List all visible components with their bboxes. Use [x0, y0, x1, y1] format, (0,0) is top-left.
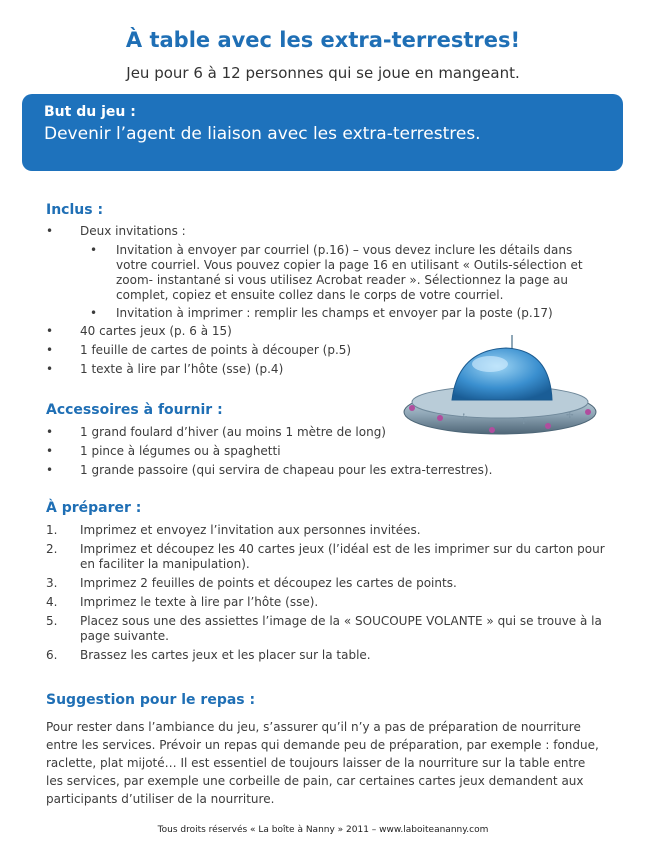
svg-text:✢: ✢ — [520, 417, 528, 427]
list-item: 5. Placez sous une des assiettes l’image de la « SOUCOUPE VOLANTE » qui se trouve à la page suivante. — [46, 614, 602, 643]
bullet-icon: • — [46, 324, 54, 338]
list-item: • 1 feuille de cartes de points à découper (p.5) — [46, 343, 352, 357]
list-item: • Invitation à imprimer : remplir les champs et envoyer par la poste (p.17) — [90, 306, 553, 320]
list-item: • 1 texte à lire par l’hôte (sse) (p.4) — [46, 362, 284, 376]
bullet-icon: • — [46, 463, 54, 477]
list-item: 2. Imprimez et découpez les 40 cartes jeux (l’idéal est de les imprimer sur du carton pour en faciliter la manipulation). — [46, 542, 605, 571]
bullet-icon: • — [90, 243, 98, 257]
prepare-list — [46, 523, 606, 667]
footer: Tous droits réservés « La boîte à Nanny » 2011 – www.laboiteananny.com — [157, 825, 489, 835]
svg-text:✢: ✢ — [460, 413, 468, 423]
bullet-icon: • — [46, 224, 54, 238]
bullet-icon: • — [46, 343, 54, 357]
included-heading: Inclus : — [46, 202, 104, 218]
list-item: • 1 grande passoire (qui servira de chapeau pour les extra-terrestres). — [46, 463, 493, 477]
list-item: 1. Imprimez et envoyez l’invitation aux personnes invitées. — [46, 523, 421, 537]
list-item: • Invitation à envoyer par courriel (p.16) – vous devez inclure les détails dans votre courriel. Vous pouvez copier la page 16 en utilisant « Outils-sélection et zoom- instantané si vous utilisez Acrobat reader ». Sélectionnez la page au complet, copiez et ensuite collez dans le corps de votre courriel. — [90, 243, 583, 302]
list-item: • 1 grand foulard d’hiver (au moins 1 mètre de long) — [46, 425, 386, 439]
list-item: • 1 pince à légumes ou à spaghetti — [46, 444, 281, 458]
meal-text: Pour rester dans l’ambiance du jeu, s’assurer qu’il n’y a pas de préparation de nourriture entre les services. Prévoir un repas qui demande peu de préparation, par exemple : fondue, raclette, plat mijoté… Il est essentiel de toujours laisser de la nourriture sur la table entre les services, par exemple une corbeille de pain, car certaines cartes jeux demandent aux participants d’utiliser de la nourriture. — [46, 720, 599, 806]
list-item: 6. Brassez les cartes jeux et les placer sur la table. — [46, 648, 371, 662]
bullet-icon: • — [46, 362, 54, 376]
svg-text:✢: ✢ — [566, 411, 574, 421]
page-title: À table avec les extra-terrestres! — [125, 28, 521, 52]
list-item: 3. Imprimez 2 feuilles de points et découpez les cartes de points. — [46, 576, 457, 590]
accessories-list — [46, 425, 606, 482]
list-item: • 40 cartes jeux (p. 6 à 15) — [46, 324, 232, 338]
page-subtitle: Jeu pour 6 à 12 personnes qui se joue en mangeant. — [126, 64, 520, 82]
list-item: 4. Imprimez le texte à lire par l’hôte (sse). — [46, 595, 319, 609]
bullet-icon: • — [90, 306, 98, 320]
list-item: • Deux invitations : — [46, 224, 186, 238]
bullet-icon: • — [46, 444, 54, 458]
goal-text: Devenir l’agent de liaison avec les extra-terrestres. — [44, 124, 481, 144]
bullet-icon: • — [46, 425, 54, 439]
goal-box — [22, 94, 623, 171]
goal-label: But du jeu : — [44, 104, 136, 120]
prepare-heading: À préparer : — [46, 500, 142, 516]
meal-heading: Suggestion pour le repas : — [46, 692, 256, 708]
accessories-heading: Accessoires à fournir : — [46, 402, 223, 418]
